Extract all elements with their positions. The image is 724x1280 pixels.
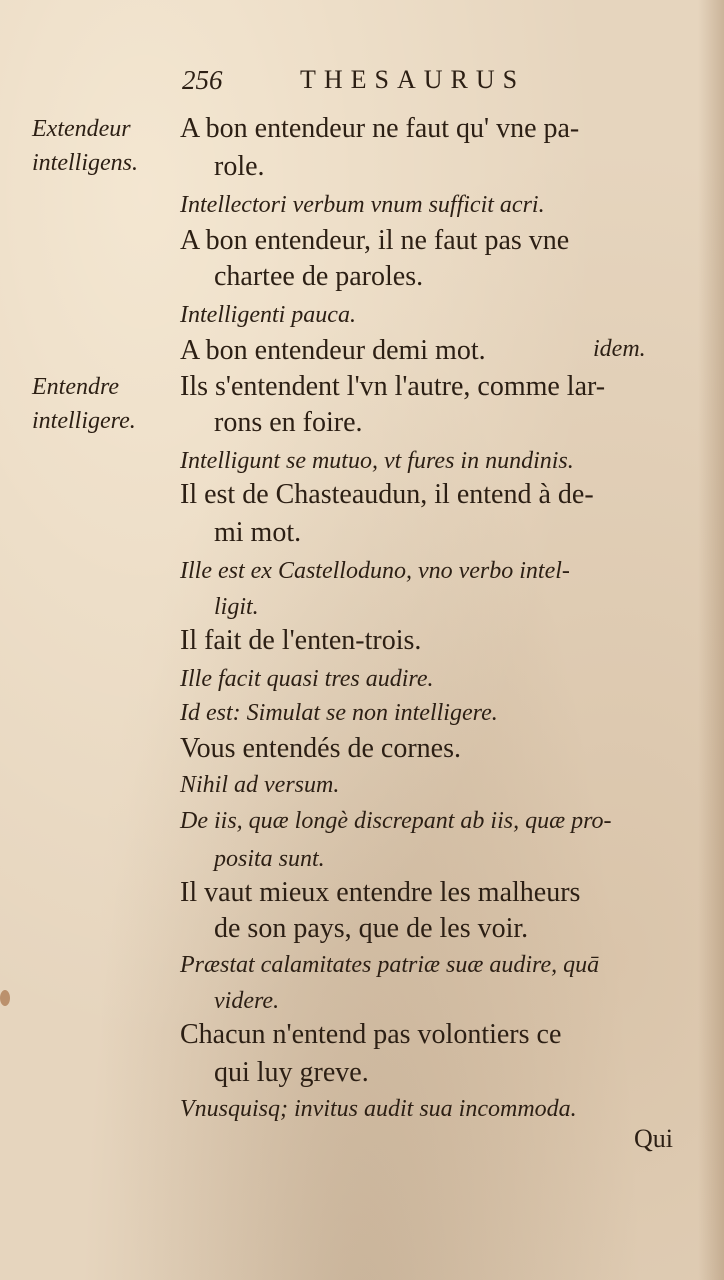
text-line: Chacun n'entend pas volontiers ce: [180, 1019, 562, 1050]
latin-line: Intelligenti pauca.: [180, 302, 356, 328]
margin-gloss-line: Entendre: [32, 374, 120, 400]
text-line: rons en foire.: [214, 407, 363, 438]
latin-line: Ille est ex Castelloduno, vno verbo intel-: [180, 558, 570, 584]
text-line: A bon entendeur, il ne faut pas vne: [180, 225, 570, 256]
text-line: role.: [214, 151, 265, 182]
text-line: Ils s'entendent l'vn l'autre, comme lar-: [180, 371, 606, 402]
side-note: idem.: [593, 336, 646, 362]
latin-line: videre.: [214, 988, 280, 1014]
text-line: A bon entendeur ne faut qu' vne pa-: [180, 113, 580, 144]
page-edge-shadow: [698, 0, 724, 1280]
margin-gloss-line: Extendeur: [32, 116, 131, 142]
latin-line: Ille facit quasi tres audire.: [180, 666, 434, 692]
text-line: Il fait de l'enten-trois.: [180, 625, 422, 656]
latin-line: Nihil ad versum.: [180, 772, 340, 798]
running-title: THESAURUS: [300, 65, 526, 94]
latin-line: posita sunt.: [214, 846, 325, 872]
catchword: Qui: [634, 1124, 673, 1153]
text-line: Vous entendés de cornes.: [180, 733, 461, 764]
latin-line: Intelligunt se mutuo, vt fures in nundinis.: [180, 448, 574, 474]
margin-gloss-extendeur: [32, 112, 172, 180]
page-number: 256: [182, 65, 223, 95]
latin-line: ligit.: [214, 594, 259, 620]
text-line: A bon entendeur demi mot.: [180, 335, 486, 366]
text-line: de son pays, que de les voir.: [214, 913, 529, 944]
margin-gloss-line: intelligens.: [32, 150, 138, 176]
text-line: mi mot.: [214, 517, 302, 548]
latin-line: Id est: Simulat se non intelligere.: [180, 700, 498, 726]
text-line: qui luy greve.: [214, 1057, 369, 1088]
latin-line: Vnusquisq; invitus audit sua incommoda.: [180, 1096, 577, 1122]
text-line: Il vaut mieux entendre les malheurs: [180, 877, 581, 908]
text-line: Il est de Chasteaudun, il entend à de-: [180, 479, 594, 510]
latin-line: De iis, quæ longè discrepant ab iis, quæ pro-: [180, 808, 612, 834]
margin-gloss-entendre: [32, 370, 172, 438]
page-header: [182, 62, 622, 98]
latin-line: Intellectori verbum vnum sufficit acri.: [180, 192, 545, 218]
paper-stain: [0, 990, 10, 1006]
margin-gloss-line: intelligere.: [32, 408, 136, 434]
text-line: chartee de paroles.: [214, 261, 424, 292]
latin-line: Præstat calamitates patriæ suæ audire, quā: [180, 952, 600, 978]
